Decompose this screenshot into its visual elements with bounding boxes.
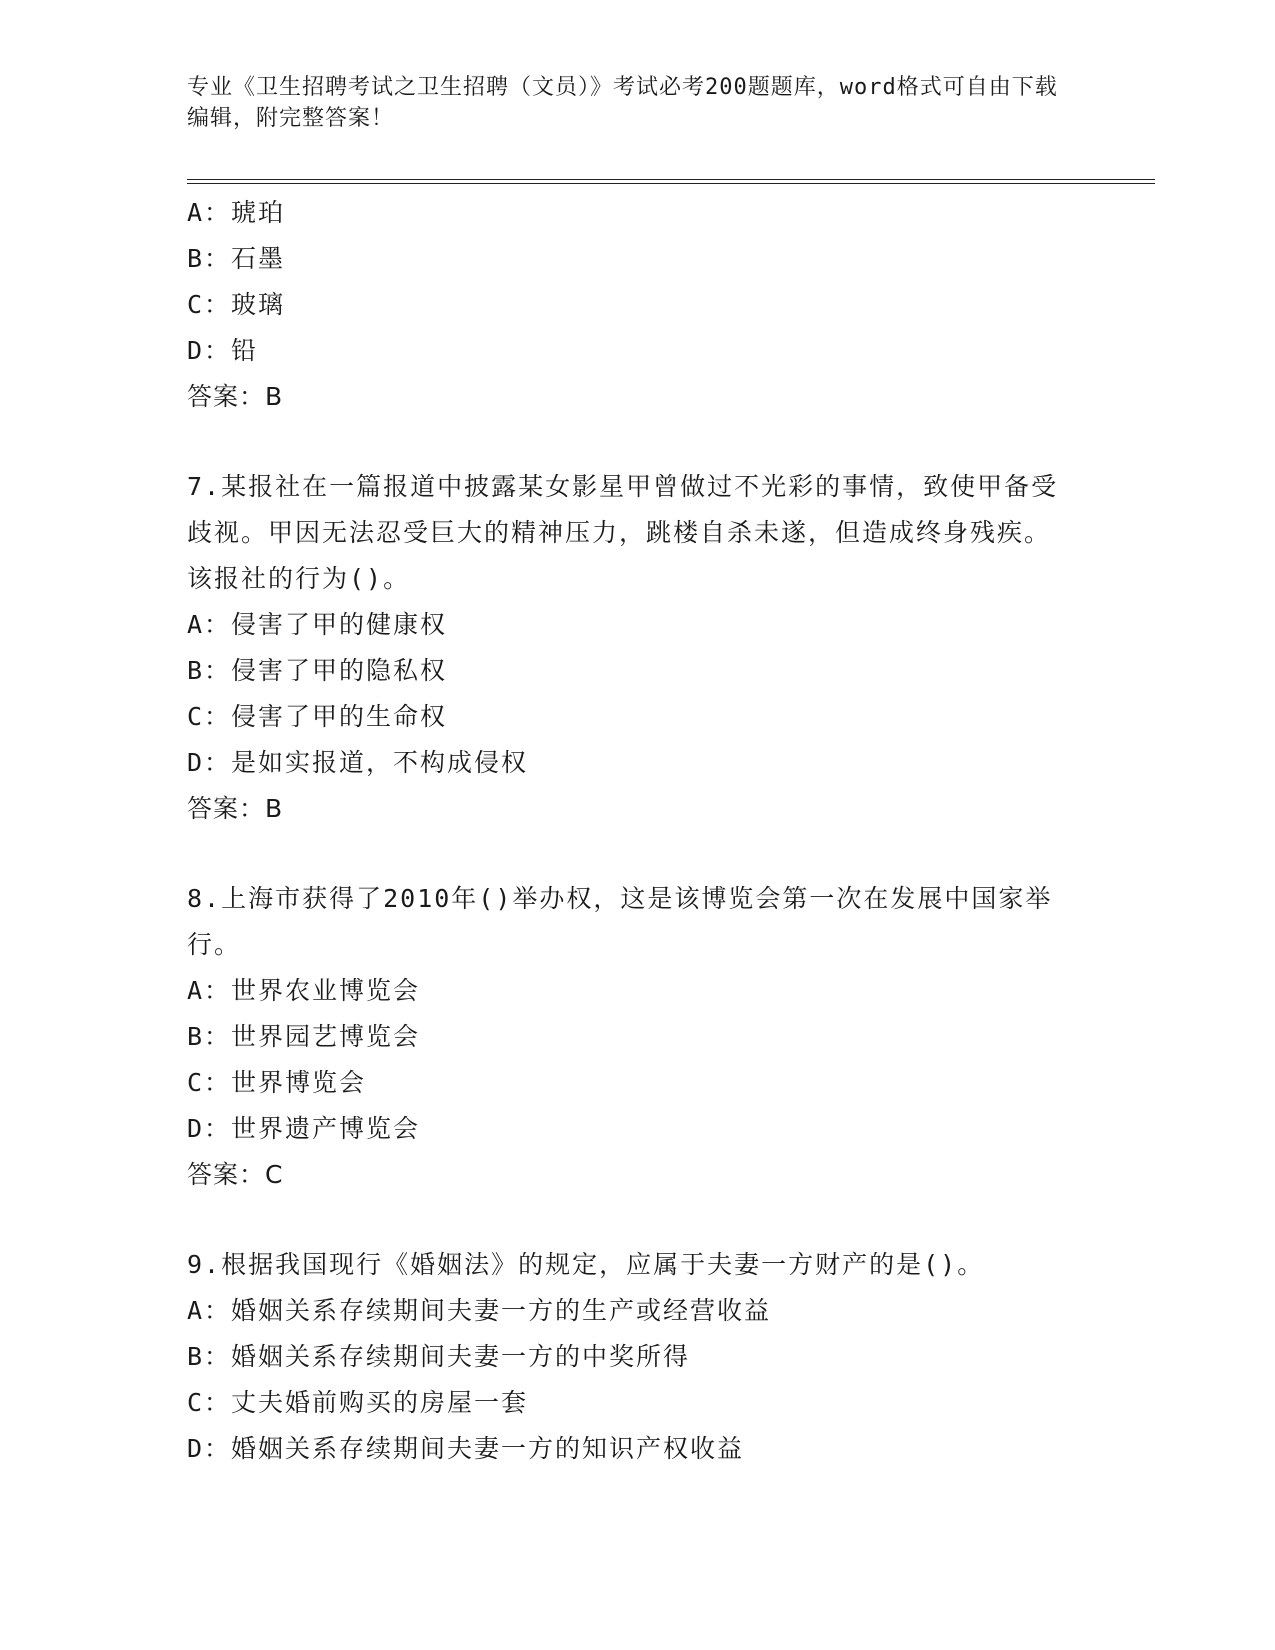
question-9 bbox=[187, 1242, 1087, 1472]
question-list bbox=[187, 190, 1087, 1472]
option-d: D：是如实报道，不构成侵权 bbox=[187, 748, 529, 777]
question-stem: 7.某报社在一篇报道中披露某女影星甲曾做过不光彩的事情，致使甲备受歧视。甲因无法忍受巨大的精神压力，跳楼自杀未遂，但造成终身残疾。该报社的行为()。 bbox=[187, 472, 1059, 593]
question-stem: 9.根据我国现行《婚姻法》的规定，应属于夫妻一方财产的是()。 bbox=[187, 1250, 985, 1279]
document-header: 专业《卫生招聘考试之卫生招聘（文员）》考试必考200题题库，word格式可自由下载编辑，附完整答案！ bbox=[187, 75, 1058, 131]
option-a: A：世界农业博览会 bbox=[187, 976, 421, 1005]
option-d: D：婚姻关系存续期间夫妻一方的知识产权收益 bbox=[187, 1434, 745, 1463]
answer-line: 答案：B bbox=[187, 794, 284, 823]
answer-line: 答案：C bbox=[187, 1160, 284, 1189]
header-divider-bottom bbox=[187, 183, 1155, 184]
option-c: C：侵害了甲的生命权 bbox=[187, 702, 448, 731]
option-b: B：侵害了甲的隐私权 bbox=[187, 656, 448, 685]
option-a: A：侵害了甲的健康权 bbox=[187, 610, 448, 639]
option-d: D：铅 bbox=[187, 336, 259, 365]
option-b: B：婚姻关系存续期间夫妻一方的中奖所得 bbox=[187, 1342, 691, 1371]
option-d: D：世界遗产博览会 bbox=[187, 1114, 421, 1143]
question-6-partial bbox=[187, 190, 1087, 420]
option-c: C：世界博览会 bbox=[187, 1068, 367, 1097]
header-divider-top bbox=[187, 179, 1155, 180]
option-b: B：石墨 bbox=[187, 244, 286, 273]
question-7 bbox=[187, 464, 1087, 832]
option-b: B：世界园艺博览会 bbox=[187, 1022, 421, 1051]
option-c: C：玻璃 bbox=[187, 290, 286, 319]
option-a: A：琥珀 bbox=[187, 198, 286, 227]
question-8 bbox=[187, 876, 1087, 1198]
question-stem: 8.上海市获得了2010年()举办权，这是该博览会第一次在发展中国家举行。 bbox=[187, 884, 1053, 959]
option-a: A：婚姻关系存续期间夫妻一方的生产或经营收益 bbox=[187, 1296, 772, 1325]
option-c: C：丈夫婚前购买的房屋一套 bbox=[187, 1388, 529, 1417]
answer-line: 答案：B bbox=[187, 382, 284, 411]
